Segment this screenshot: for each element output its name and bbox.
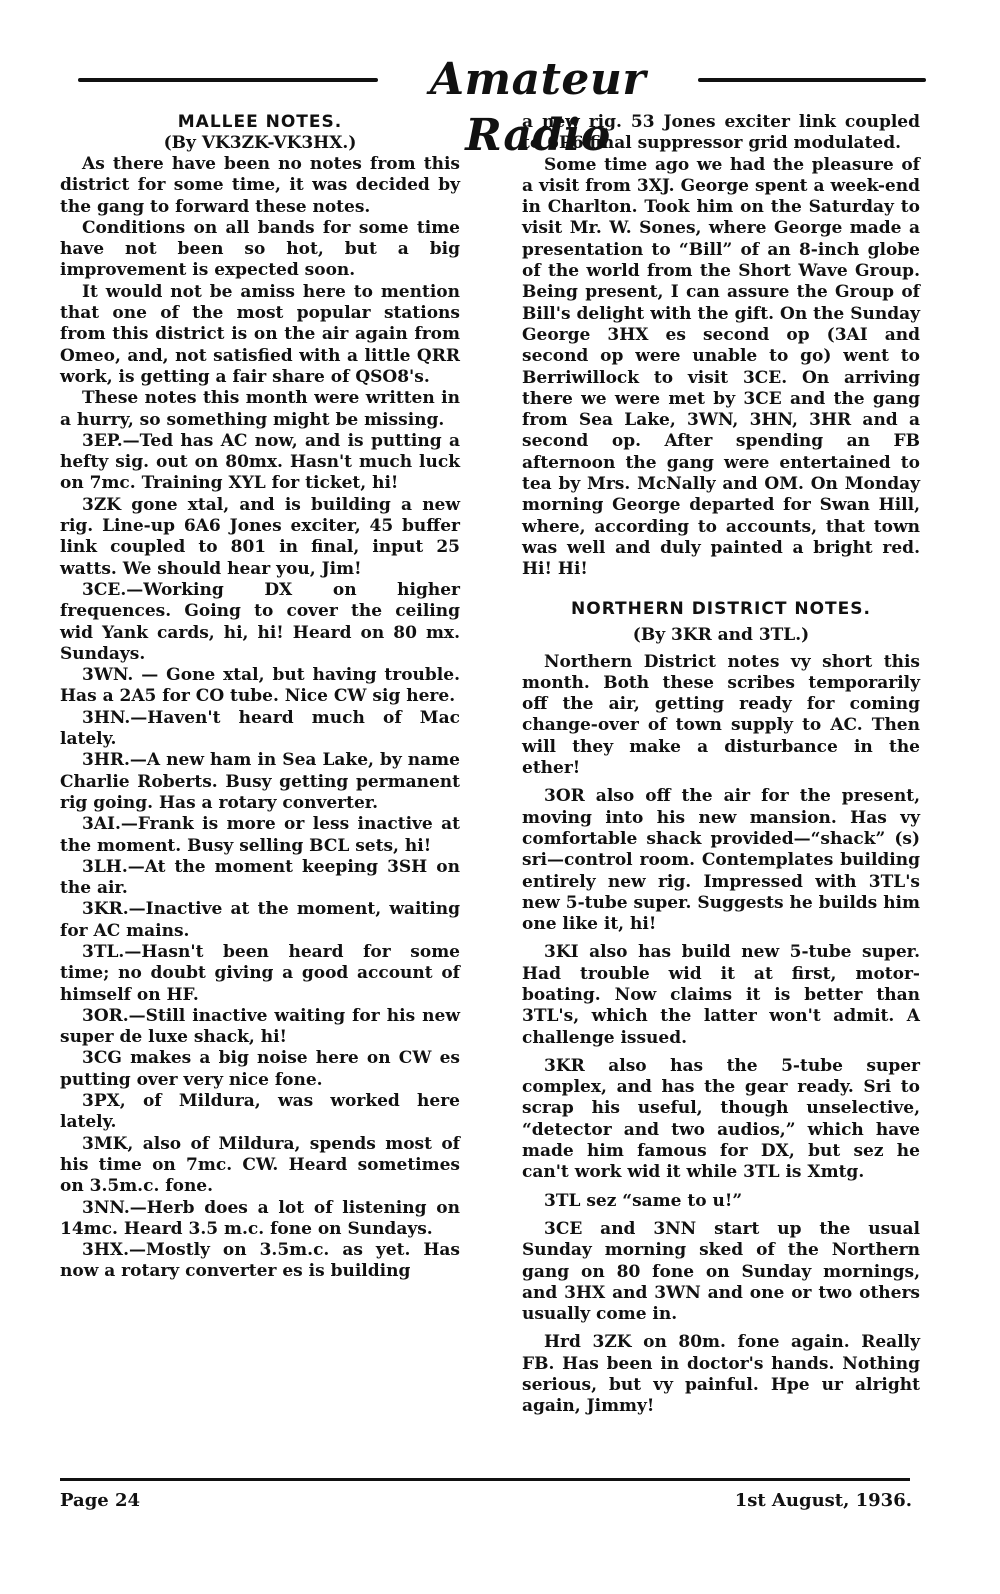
paragraph: 3PX, of Mildura, was worked here lately.	[60, 1091, 460, 1133]
paragraph: 3NN.—Herb does a lot of listening on 14mc. Heard 3.5 m.c. fone on Sundays.	[60, 1197, 460, 1239]
paragraph: 3WN. — Gone xtal, but having trouble. Has a 2A5 for CO tube. Nice CW sig here.	[60, 665, 460, 707]
paragraph: 3ZK gone xtal, and is building a new rig. Line-up 6A6 Jones exciter, 45 buffer link coupled to 801 in final, input 25 watts. We should hear you, Jim!	[60, 494, 460, 579]
paragraph: 3LH.—At the moment keeping 3SH on the air.	[60, 856, 460, 899]
paragraph: 3CE and 3NN start up the usual Sunday morning sked of the Northern gang on 80 fone on Sunday mornings, and 3HX and 3WN and one or two others usually come in.	[522, 1218, 920, 1325]
paragraph: Northern District notes vy short this month. Both these scribes temporarily off the air, getting ready for coming change-over of town supply to AC. Then will they make a disturbance in the ether!	[522, 651, 920, 779]
northern-byline: (By 3KR and 3TL.)	[632, 624, 810, 645]
mallee-heading: MALLEE NOTES.	[177, 112, 343, 132]
paragraph: 3KI also has build new 5-tube super. Had trouble wid it at first, motor-boating. Now claims it is better than 3TL's, which the latter won't admit. A challenge issued.	[522, 942, 920, 1048]
paragraph: 3TL sez “same to u!”	[544, 1190, 743, 1211]
paragraph: 3KR also has the 5-tube super complex, and has the gear ready. Sri to scrap his useful, though unselective, “detector and two audios,” which have made him famous for DX, but sez he can't work wid it while 3TL is Xmtg.	[522, 1055, 920, 1183]
paragraph: 3HN.—Haven't heard much of Mac lately.	[60, 707, 460, 750]
paragraph: Hrd 3ZK on 80m. fone again. Really FB. Has been in doctor's hands. Nothing serious, but vy painful. Hpe ur alright again, Jimmy!	[522, 1332, 920, 1417]
paragraph: It would not be amiss here to mention that one of the most popular stations from this district is on the air again from Omeo, and, not satisfied with a little QRR work, is getting a fair share of QSO8's.	[60, 281, 460, 387]
paragraph: These notes this month were written in a hurry, so something might be missing.	[60, 388, 460, 430]
paragraph: Some time ago we had the pleasure of a visit from 3XJ. George spent a week-end in Charlton. Took him on the Saturday to visit Mr. W. Sones, where George made a presentation to “Bill” of an 8-inch globe of the world from the Short Wave Group. Being present, I can assure the Group of Bill's delight with the gift. On the Sunday George 3HX es second op (3AI and second op were unable to go) went to Berriwillock to visit 3CE. On arriving there we were met by 3CE and the gang from Sea Lake, 3WN, 3HN, 3HR and a second op. After spending an FB afternoon the gang were entertained to tea by Mrs. McNally and OM. On Monday morning George departed for Swan Hill, where, according to accounts, that town was well and duly painted a bright red. Hi! Hi!	[522, 154, 920, 580]
issue-date: 1st August, 1936.	[734, 1490, 912, 1511]
masthead-title: Amateur Radio	[429, 54, 647, 161]
left-column	[60, 112, 460, 1283]
northern-heading: NORTHERN DISTRICT NOTES.	[571, 598, 871, 619]
footer-rule	[60, 1478, 910, 1481]
paragraph: 3OR.—Still inactive waiting for his new super de luxe shack, hi!	[60, 1005, 460, 1048]
mallee-byline: (By VK3ZK-VK3HX.)	[163, 133, 357, 153]
right-column	[522, 112, 920, 1418]
paragraph: 3TL.—Hasn't been heard for some time; no doubt giving a good account of himself on HF.	[60, 941, 460, 1005]
paragraph: 3OR also off the air for the present, moving into his new mansion. Has vy comfortable shack provided—“shack” (s) sri—control room. Contemplates building entirely new rig. Impressed with 3TL's new 5-tube super. Suggests he builds him one like it, hi!	[522, 786, 920, 935]
paragraph-continued: a new rig. 53 Jones exciter link coupled to 6P6 final suppressor grid modulated.	[522, 112, 920, 154]
masthead-rule-left	[78, 78, 378, 82]
paragraph: 3CE.—Working DX on higher frequences. Going to cover the ceiling wid Yank cards, hi, hi! Heard on 80 mx. Sundays.	[60, 579, 460, 664]
paragraph: Conditions on all bands for some time have not been so hot, but a big improvement is expected soon.	[60, 217, 460, 281]
paragraph: 3KR.—Inactive at the moment, waiting for AC mains.	[60, 899, 460, 941]
masthead-rule-right	[698, 78, 926, 82]
paragraph: 3HX.—Mostly on 3.5m.c. as yet. Has now a rotary converter es is building	[60, 1240, 460, 1282]
paragraph: 3CG makes a big noise here on CW es putting over very nice fone.	[60, 1048, 460, 1090]
paragraph: As there have been no notes from this district for some time, it was decided by the gang to forward these notes.	[60, 154, 460, 217]
paragraph: 3HR.—A new ham in Sea Lake, by name Charlie Roberts. Busy getting permanent rig going. Has a rotary converter.	[60, 750, 460, 813]
paragraph: 3EP.—Ted has AC now, and is putting a hefty sig. out on 80mx. Hasn't much luck on 7mc. Training XYL for ticket, hi!	[60, 430, 460, 494]
paragraph: 3MK, also of Mildura, spends most of his time on 7mc. CW. Heard sometimes on 3.5m.c. fone.	[60, 1133, 460, 1197]
page-number: Page 24	[60, 1490, 141, 1511]
paragraph: 3AI.—Frank is more or less inactive at the moment. Busy selling BCL sets, hi!	[60, 814, 460, 856]
